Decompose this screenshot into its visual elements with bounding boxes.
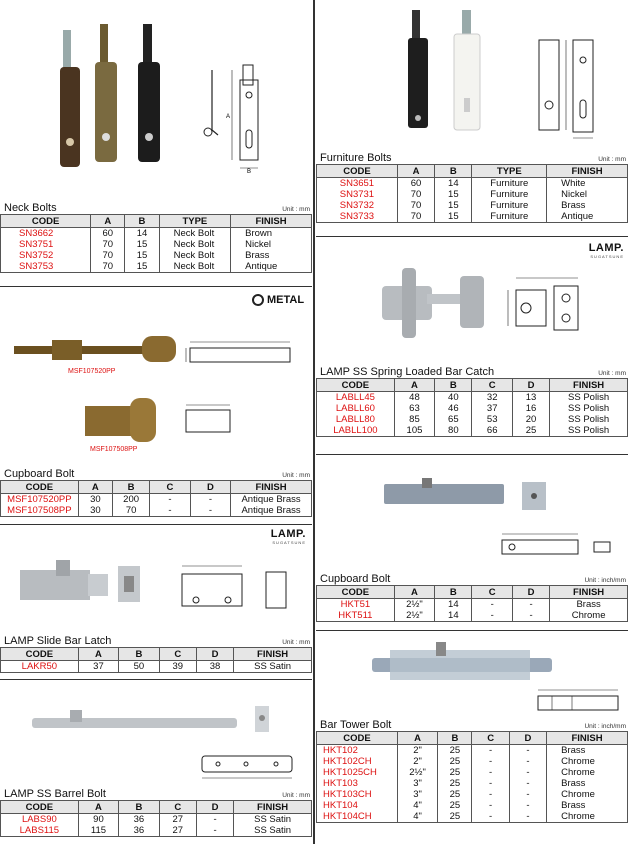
separator xyxy=(0,679,312,680)
lamp-brand-sub: SUGATSUNE xyxy=(590,254,624,259)
unit-label: Unit : mm xyxy=(282,792,310,799)
table-row xyxy=(317,800,628,811)
cell: Antique xyxy=(231,261,312,273)
cell: 38 xyxy=(196,661,233,673)
cell: - xyxy=(472,800,509,811)
cell: 16 xyxy=(512,403,549,414)
product-code: HKT104CH xyxy=(317,811,398,823)
cell: Brass xyxy=(231,250,312,261)
cell: - xyxy=(190,505,230,517)
product-code: SN3733 xyxy=(317,211,398,223)
separator xyxy=(316,236,628,237)
product-code: SN3732 xyxy=(317,200,398,211)
cell: 200 xyxy=(112,494,149,506)
col-header: FINISH xyxy=(234,801,312,814)
cell: 25 xyxy=(438,756,472,767)
table-row xyxy=(1,825,312,837)
cell: 48 xyxy=(394,392,434,404)
table-row xyxy=(317,745,628,757)
col-header: CODE xyxy=(317,379,395,392)
table-row xyxy=(317,811,628,823)
col-header: C xyxy=(472,732,509,745)
cell: 25 xyxy=(438,778,472,789)
barrel-bolt-diagram xyxy=(196,748,306,784)
cell: Brass xyxy=(547,200,628,211)
separator xyxy=(0,524,312,525)
product-code: HKT103CH xyxy=(317,789,398,800)
cell: 15 xyxy=(125,261,159,273)
cell: Antique xyxy=(547,211,628,223)
cell: 15 xyxy=(435,200,472,211)
cell: - xyxy=(509,811,546,823)
col-header: C xyxy=(472,379,512,392)
cell: 27 xyxy=(159,814,196,826)
cell: SS Satin xyxy=(234,825,312,837)
cell: Neck Bolt xyxy=(159,261,231,273)
col-header: A xyxy=(78,648,118,661)
cell: 32 xyxy=(472,392,512,404)
furniture-bolt-diagram xyxy=(531,30,616,145)
col-header: C xyxy=(150,481,190,494)
cell: 14 xyxy=(435,610,472,622)
col-header: B xyxy=(435,165,472,178)
section-title: LAMP Slide Bar Latch xyxy=(4,635,112,647)
cell: Chrome xyxy=(547,756,628,767)
cell: SS Polish xyxy=(550,425,628,437)
cell: 25 xyxy=(438,789,472,800)
unit-label: Unit : mm xyxy=(282,639,310,646)
table-row xyxy=(1,505,312,517)
cell: 105 xyxy=(394,425,434,437)
cell: 70 xyxy=(397,189,434,200)
cell: - xyxy=(472,745,509,757)
cell: 115 xyxy=(78,825,118,837)
cell: - xyxy=(472,599,512,611)
cell: - xyxy=(509,756,546,767)
cell: Chrome xyxy=(550,610,628,622)
table-row xyxy=(317,756,628,767)
col-header: D xyxy=(509,732,546,745)
table-row xyxy=(1,228,312,240)
table-row xyxy=(317,178,628,190)
cell: - xyxy=(472,811,509,823)
table-row xyxy=(317,789,628,800)
cell: 63 xyxy=(394,403,434,414)
cell: 90 xyxy=(78,814,118,826)
cell: Chrome xyxy=(547,789,628,800)
cell: 4" xyxy=(397,800,437,811)
cell: - xyxy=(509,789,546,800)
section-title: LAMP SS Barrel Bolt xyxy=(4,788,106,800)
product-code: LABLL45 xyxy=(317,392,395,404)
product-code: SN3752 xyxy=(1,250,91,261)
table-row xyxy=(317,767,628,778)
col-header: FINISH xyxy=(231,481,312,494)
cell: SS Polish xyxy=(550,392,628,404)
col-header: C xyxy=(472,586,512,599)
cell: 15 xyxy=(125,250,159,261)
cell: - xyxy=(509,800,546,811)
cell: Neck Bolt xyxy=(159,239,231,250)
table-row xyxy=(317,403,628,414)
product-code: HKT51 xyxy=(317,599,395,611)
section-title: Neck Bolts xyxy=(4,202,57,214)
col-header: CODE xyxy=(1,801,79,814)
cell: - xyxy=(472,778,509,789)
col-header: D xyxy=(196,648,233,661)
cell: White xyxy=(547,178,628,190)
spec-table xyxy=(0,800,312,837)
cell: Nickel xyxy=(231,239,312,250)
barrel-bolt-photo xyxy=(30,704,275,744)
product-code: SN3731 xyxy=(317,189,398,200)
cell: - xyxy=(509,778,546,789)
col-header: D xyxy=(190,481,230,494)
product-code: LABS90 xyxy=(1,814,79,826)
cell: 2½" xyxy=(394,599,434,611)
cell: Brass xyxy=(547,778,628,789)
cell: 25 xyxy=(438,811,472,823)
table-row xyxy=(1,494,312,506)
cell: SS Polish xyxy=(550,414,628,425)
spec-table xyxy=(316,164,628,223)
table-row xyxy=(317,599,628,611)
col-header: B xyxy=(119,648,159,661)
section-title: Cupboard Bolt xyxy=(320,573,391,585)
unit-label: Unit : inch/mm xyxy=(584,577,626,584)
cell: 65 xyxy=(435,414,472,425)
cell: Neck Bolt xyxy=(159,250,231,261)
cell: 37 xyxy=(78,661,118,673)
col-header: C xyxy=(159,801,196,814)
col-header: A xyxy=(397,165,434,178)
cell: 70 xyxy=(112,505,149,517)
table-row xyxy=(317,211,628,223)
spec-table xyxy=(316,585,628,622)
product-code: LABLL60 xyxy=(317,403,395,414)
cell: - xyxy=(472,789,509,800)
cell: - xyxy=(512,610,549,622)
cell: - xyxy=(472,767,509,778)
dim-label-a: A xyxy=(226,114,231,120)
lamp-logo xyxy=(271,528,306,545)
product-code: SN3751 xyxy=(1,239,91,250)
table-row xyxy=(317,392,628,404)
cell: 70 xyxy=(397,200,434,211)
table-row xyxy=(317,189,628,200)
product-code: HKT103 xyxy=(317,778,398,789)
product-code: HKT102CH xyxy=(317,756,398,767)
cell: Antique Brass xyxy=(231,494,312,506)
col-header: CODE xyxy=(1,215,91,228)
cupboard-bolt-left-section xyxy=(0,466,312,517)
col-header: B xyxy=(435,586,472,599)
cell: 14 xyxy=(435,599,472,611)
cell: SS Satin xyxy=(234,814,312,826)
cell: Chrome xyxy=(547,767,628,778)
slide-bar-latch-section xyxy=(0,633,312,673)
product-code: LABLL80 xyxy=(317,414,395,425)
neck-bolts-photo xyxy=(55,22,185,172)
separator xyxy=(316,454,628,455)
col-header: FINISH xyxy=(550,586,628,599)
cupboard-bolt-right-section xyxy=(316,571,628,622)
product-code: LAKR50 xyxy=(1,661,79,673)
table-row xyxy=(1,250,312,261)
cell: 53 xyxy=(472,414,512,425)
product-code: LABLL100 xyxy=(317,425,395,437)
table-row xyxy=(317,778,628,789)
cell: Furniture xyxy=(472,200,547,211)
table-row xyxy=(1,814,312,826)
barrel-bolt-section xyxy=(0,786,312,837)
cell: 46 xyxy=(435,403,472,414)
cell: 2" xyxy=(397,756,437,767)
furniture-bolts-section xyxy=(316,150,628,223)
cell: 60 xyxy=(397,178,434,190)
cell: Brass xyxy=(547,745,628,757)
unit-label: Unit : inch/mm xyxy=(584,723,626,730)
col-header: A xyxy=(78,801,118,814)
col-header: CODE xyxy=(1,481,79,494)
cell: 40 xyxy=(435,392,472,404)
cell: Chrome xyxy=(547,811,628,823)
col-header: D xyxy=(512,586,549,599)
unit-label: Unit : mm xyxy=(282,472,310,479)
cell: 30 xyxy=(78,505,112,517)
spring-bar-catch-section xyxy=(316,364,628,437)
table-row xyxy=(317,425,628,437)
metal-brand-name: METAL xyxy=(267,294,305,306)
lamp-brand-name: LAMP. xyxy=(270,528,306,540)
product-code: SN3753 xyxy=(1,261,91,273)
cell: - xyxy=(512,599,549,611)
col-header: FINISH xyxy=(547,165,628,178)
col-header: FINISH xyxy=(547,732,628,745)
cell: 37 xyxy=(472,403,512,414)
product-code: HKT102 xyxy=(317,745,398,757)
cell: 27 xyxy=(159,825,196,837)
bar-tower-bolt-diagram xyxy=(532,686,624,716)
cell: 39 xyxy=(159,661,196,673)
separator xyxy=(316,630,628,631)
cupboard-bolt-photo xyxy=(382,474,552,516)
cell: - xyxy=(509,767,546,778)
col-header: FINISH xyxy=(550,379,628,392)
cell: 4" xyxy=(397,811,437,823)
cell: 14 xyxy=(125,228,159,240)
cell: - xyxy=(150,494,190,506)
cell: 66 xyxy=(472,425,512,437)
col-header: B xyxy=(435,379,472,392)
col-header: CODE xyxy=(317,165,398,178)
spec-table xyxy=(0,480,312,517)
cell: Furniture xyxy=(472,211,547,223)
table-row xyxy=(317,414,628,425)
cupboard-bolt-diagram xyxy=(498,528,623,560)
cell: 25 xyxy=(438,745,472,757)
spring-bar-catch-diagram xyxy=(502,270,617,346)
spec-table xyxy=(316,378,628,437)
cell: Antique Brass xyxy=(231,505,312,517)
col-header: B xyxy=(112,481,149,494)
cell: 25 xyxy=(438,800,472,811)
cell: 85 xyxy=(394,414,434,425)
cell: - xyxy=(196,814,233,826)
cell: 70 xyxy=(91,250,125,261)
product-code: HKT1025CH xyxy=(317,767,398,778)
cell: 2½" xyxy=(394,610,434,622)
cell: 14 xyxy=(435,178,472,190)
table-row xyxy=(1,661,312,673)
product-code: MSF107508PP xyxy=(1,505,79,517)
lamp-brand-sub: SUGATSUNE xyxy=(272,540,306,545)
col-header: B xyxy=(438,732,472,745)
cell: 36 xyxy=(119,814,159,826)
bar-tower-bolt-section xyxy=(316,717,628,823)
cell: - xyxy=(509,745,546,757)
cell: Furniture xyxy=(472,189,547,200)
table-row xyxy=(1,261,312,273)
cell: 3" xyxy=(397,789,437,800)
cell: SS Polish xyxy=(550,403,628,414)
cell: - xyxy=(150,505,190,517)
slide-bar-latch-diagram xyxy=(176,560,301,620)
msf107508pp-diagram xyxy=(180,402,240,438)
section-title: LAMP SS Spring Loaded Bar Catch xyxy=(320,366,495,378)
spec-table xyxy=(0,647,312,673)
product-code: SN3651 xyxy=(317,178,398,190)
lamp-logo xyxy=(589,242,624,259)
cell: 80 xyxy=(435,425,472,437)
product-caption: MSF107520PP xyxy=(68,368,116,375)
cell: 3" xyxy=(397,778,437,789)
neck-bolt-diagram xyxy=(200,60,270,175)
cell: 13 xyxy=(512,392,549,404)
product-code: SN3662 xyxy=(1,228,91,240)
neck-bolts-section xyxy=(0,200,312,273)
column-divider xyxy=(313,0,315,844)
spring-bar-catch-photo xyxy=(372,264,492,342)
product-code: HKT104 xyxy=(317,800,398,811)
col-header: A xyxy=(91,215,125,228)
cell: 36 xyxy=(119,825,159,837)
cell: 60 xyxy=(91,228,125,240)
msf107520pp-diagram xyxy=(184,338,304,372)
section-title: Cupboard Bolt xyxy=(4,468,75,480)
spec-table xyxy=(316,731,628,823)
cell: 15 xyxy=(125,239,159,250)
product-code: MSF107520PP xyxy=(1,494,79,506)
unit-label: Unit : mm xyxy=(598,370,626,377)
dim-label-b: B xyxy=(247,169,252,175)
product-code: LABS115 xyxy=(1,825,79,837)
slide-bar-latch-photo xyxy=(18,556,148,616)
cell: 25 xyxy=(512,425,549,437)
cell: Brass xyxy=(547,800,628,811)
col-header: CODE xyxy=(317,586,395,599)
col-header: C xyxy=(159,648,196,661)
col-header: D xyxy=(196,801,233,814)
unit-label: Unit : mm xyxy=(598,156,626,163)
col-header: B xyxy=(125,215,159,228)
separator xyxy=(0,286,312,287)
cell: Brass xyxy=(550,599,628,611)
cell: Brown xyxy=(231,228,312,240)
cell: - xyxy=(190,494,230,506)
col-header: A xyxy=(397,732,437,745)
cell: 15 xyxy=(435,211,472,223)
cell: 25 xyxy=(438,767,472,778)
cell: Neck Bolt xyxy=(159,228,231,240)
cell: - xyxy=(472,610,512,622)
col-header: TYPE xyxy=(159,215,231,228)
cell: 50 xyxy=(119,661,159,673)
col-header: A xyxy=(78,481,112,494)
lamp-brand-name: LAMP. xyxy=(588,242,624,254)
col-header: FINISH xyxy=(231,215,312,228)
left-column xyxy=(0,0,312,844)
cell: 70 xyxy=(91,261,125,273)
cell: 70 xyxy=(91,239,125,250)
right-column xyxy=(316,0,628,844)
cell: - xyxy=(196,825,233,837)
col-header: B xyxy=(119,801,159,814)
table-row xyxy=(317,610,628,622)
metal-style-logo xyxy=(252,294,304,306)
cell: 2½" xyxy=(397,767,437,778)
cell: Nickel xyxy=(547,189,628,200)
product-code: HKT511 xyxy=(317,610,395,622)
col-header: CODE xyxy=(1,648,79,661)
cell: 30 xyxy=(78,494,112,506)
msf107508pp-photo xyxy=(80,396,160,446)
table-row xyxy=(317,200,628,211)
col-header: A xyxy=(394,586,434,599)
cell: SS Satin xyxy=(234,661,312,673)
col-header: D xyxy=(512,379,549,392)
col-header: A xyxy=(394,379,434,392)
msf107520pp-photo xyxy=(12,334,182,366)
metal-logo-icon xyxy=(252,294,264,306)
unit-label: Unit : mm xyxy=(282,206,310,213)
cell: 20 xyxy=(512,414,549,425)
furniture-bolts-photo xyxy=(404,8,494,138)
col-header: CODE xyxy=(317,732,398,745)
cell: Furniture xyxy=(472,178,547,190)
product-caption: MSF107508PP xyxy=(90,446,138,453)
section-title: Bar Tower Bolt xyxy=(320,719,392,731)
cell: 70 xyxy=(397,211,434,223)
table-row xyxy=(1,239,312,250)
section-title: Furniture Bolts xyxy=(320,152,392,164)
cell: - xyxy=(472,756,509,767)
spec-table xyxy=(0,214,312,273)
cell: 2" xyxy=(397,745,437,757)
cell: 15 xyxy=(435,189,472,200)
col-header: FINISH xyxy=(234,648,312,661)
col-header: TYPE xyxy=(472,165,547,178)
